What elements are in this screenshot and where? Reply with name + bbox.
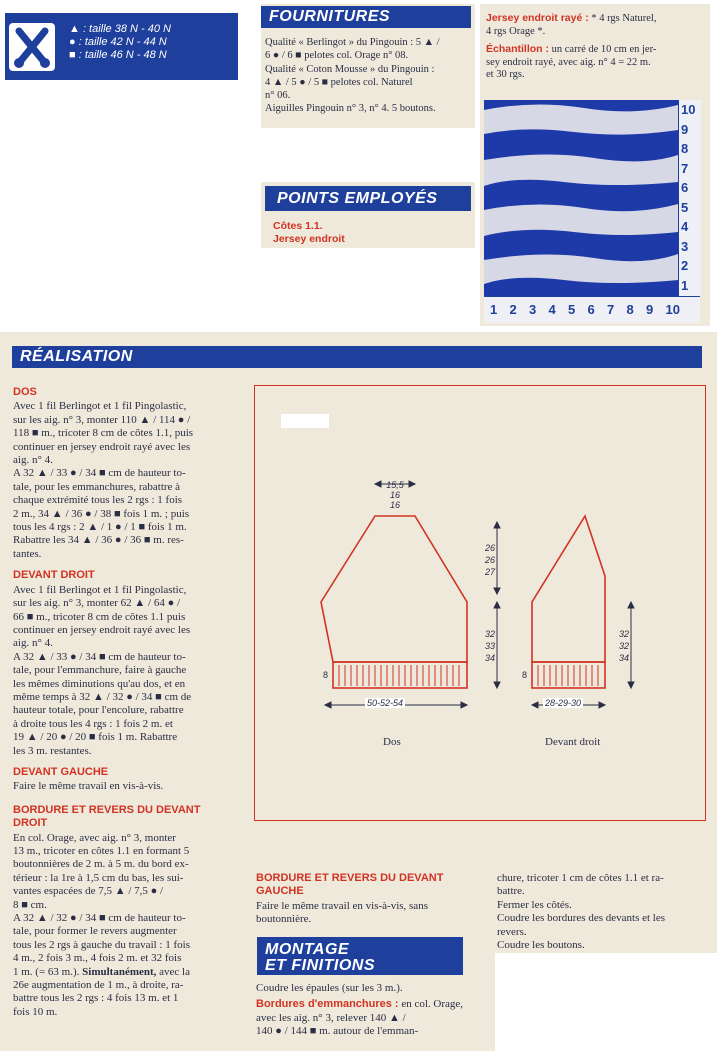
dev-top-1: 26 [485,543,496,553]
montage-text-block [256,982,492,1039]
ruler-h-9: 9 [646,302,654,317]
ruler-v-6: 6 [681,180,689,195]
jersey-label: Jersey endroit rayé : [486,12,589,24]
montage-title [257,937,463,975]
bordure-gauche-text: Faire le même travail en vis-à-vis, sans boutonnière. [256,899,428,926]
devant-gauche-heading: DEVANT GAUCHE [13,765,109,778]
scissors-logo [9,23,55,71]
ruler-h-8: 8 [626,302,634,317]
ruler-h-1: 1 [490,302,498,317]
dos-heading: DOS [13,386,37,398]
montage-column-2: chure, tricoter 1 cm de côtes 1.1 et ra- battre. Fermer les côtés. Coudre les bordures des devants et les revers. Coudre les boutons. [497,872,666,952]
fournitures-text: Qualité « Berlingot » du Pingouin : 5 ▲ / 6 ● / 6 ■ pelotes col. Orage n° 08. Qualité « Coton Mousse » du Pingouin : 4 ▲ / 5 ● / 5 ■ pelotes col. Naturel n° 06. Aiguilles Pingouin n° 3, n° 4. 5 boutons. [265,37,440,115]
vertical-ruler [678,100,701,296]
dos-rib-height: 8 [323,670,329,680]
dos-outline [321,516,467,662]
bordure-droit-text-2: avec la 26e augmentation de 1 m., à droite, ra- battre tous les 2 rgs : 4 fois 13 m. et 1 fois 10 m. [13,965,190,1018]
horizontal-ruler [484,296,700,323]
montage-text-2: en col. Orage, avec les aig. n° 3, relever 140 ▲ / 140 ● / 144 ■ m. autour de l'emman- [256,998,464,1038]
dos-top-1: 15,5 [386,480,404,490]
stripes-image [484,100,678,296]
jersey-panel [480,4,710,326]
bordure-droit-heading: BORDURE ET REVERS DU DEVANT DROIT [13,803,201,830]
echantillon-desc: un carré de 10 cm en jer- sey endroit rayé, avec aig. n° 4 = 22 m. et 30 rgs. [486,44,657,80]
x-logo-icon [9,23,55,71]
devant-outline [532,516,605,662]
fournitures-panel [261,4,475,128]
jersey-desc: * 4 rgs Naturel, 4 rgs Orage *. [486,13,657,37]
size-line-2: ● : taille 42 N - 44 N [69,36,167,48]
montage-title-1: MONTAGE [265,941,350,958]
points-title: POINTS EMPLOYÉS [265,186,471,211]
bordure-gauche-heading: BORDURE ET REVERS DU DEVANT GAUCHE [256,872,444,898]
ruler-h-3: 3 [529,302,537,317]
points-item-2: Jersey endroit [273,233,345,245]
pattern-diagram [255,386,705,820]
montage-title-2: ET FINITIONS [265,957,375,974]
swatch-photo [484,100,678,296]
simultanement-text: Simultanément, [79,965,157,978]
dos-width: 50-52-54 [367,698,404,708]
dev-side2-2: 32 [619,641,630,651]
ruler-h-4: 4 [548,302,556,317]
dev-rib-height: 8 [522,670,528,680]
ruler-v-3: 3 [681,238,689,254]
ruler-v-8: 8 [681,141,689,156]
dos-top-3: 16 [389,500,400,510]
dev-width: 28-29-30 [545,698,582,708]
realisation-left-column [13,386,245,1019]
bordures-emmanchures-label: Bordures d'emmanchures : [256,998,399,1011]
devant-label: Devant droit [545,736,601,748]
realisation-title: RÉALISATION [12,346,702,368]
ruler-v-7: 7 [681,160,689,176]
dev-side2-3: 34 [619,653,630,663]
ruler-v-5: 5 [681,199,689,215]
ruler-h-10: 10 [665,302,680,317]
points-item-1: Côtes 1.1. [273,220,323,232]
dev-side-2: 33 [485,641,496,651]
fournitures-title: FOURNITURES [261,6,471,28]
size-line-1: ▲ : taille 38 N - 40 N [69,23,171,35]
ruler-h-7: 7 [607,302,615,317]
dos-text: Avec 1 fil Berlingot et 1 fil Pingolastic, sur les aig. n° 3, monter 110 ▲ / 114 ● / 118 ■ m., tricoter 8 cm de côtes 1.1, puis continuer en jersey endroit rayé avec les aig. n° 4. A 32 ▲ / 33 ● / 34 ■ cm de hauteur to- tale, pour les emmanchures, rabattre à chaque extrémité tous les 2 rgs : 1 fois 2 m., 34 ▲ / 36 ● / 38 ■ fois 1 m. ; puis tous les 4 rgs : 2 ▲ / 1 ● / 1 ■ fois 1 m. Rabattre les 34 ▲ / 36 ● / 36 ■ m. res- tantes. [13,400,194,560]
devant-gauche-text: Faire le même travail en vis-à-vis. [13,780,164,793]
jersey-text [486,12,708,82]
ruler-h-5: 5 [568,302,576,317]
dev-side2-1: 32 [619,629,630,639]
montage-text-1: Coudre les épaules (sur les 3 m.). [256,982,403,994]
devant-droit-heading: DEVANT DROIT [13,569,95,582]
dev-top-3: 27 [485,567,496,577]
ruler-v-1: 1 [681,277,689,293]
ruler-v-9: 9 [681,121,689,137]
bordure-gauche-block [256,872,488,927]
size-line-3: ■ : taille 46 N - 48 N [69,49,167,61]
dos-top-2: 16 [389,490,400,500]
dev-side-1: 32 [485,629,496,639]
ruler-v-2: 2 [681,258,689,273]
ruler-h-6: 6 [587,302,595,317]
ruler-v-4: 4 [681,219,689,234]
size-legend [5,13,238,80]
dev-top-2: 26 [485,555,496,565]
devant-droit-text: Avec 1 fil Berlingot et 1 fil Pingolastic, sur les aig. n° 3, monter 62 ▲ / 64 ● / 66 ■ m., tricoter 8 cm de côtes 1.1 puis continuer en jersey endroit rayé avec les aig. n° 4. A 32 ▲ / 33 ● / 34 ■ cm de hauteur to- tale, pour l'emmanchure, faire à gauche les mêmes diminutions qu'au dos, et en même temps à 32 ▲ / 32 ● / 34 ■ cm de hauteur totale, pour l'encolure, rabattre à droite tous les 4 rgs : 1 fois 2 m. et 19 ▲ / 20 ● / 20 ■ fois 1 m. Rabattre les 3 m. restantes. [13,583,192,757]
echantillon-label: Échantillon : [486,43,549,55]
points-panel [261,182,475,248]
ruler-v-10: 10 [681,102,696,117]
dos-label: Dos [383,736,401,748]
dev-side-3: 34 [485,653,496,663]
diagram-frame [254,385,706,821]
ruler-h-2: 2 [509,302,517,317]
bordure-droit-text: En col. Orage, avec aig. n° 3, monter 13 m., tricoter en côtes 1.1 en formant 5 boutonnières de 2 m. à 5 m. du bord ex- térieur : la 1re à 1,5 cm du bas, les sui- vantes espacées de 7,5 ▲ / 7,5 ● / 8 ■ cm. A 32 ▲ / 32 ● / 34 ■ cm de hauteur to- tale, pour former le revers augmenter tous les 2 rgs à gauche du travail : 1 fois 4 m., 2 fois 3 m., 4 fois 2 m. et 32 fois 1 m. (= 63 m.). [13,831,190,978]
